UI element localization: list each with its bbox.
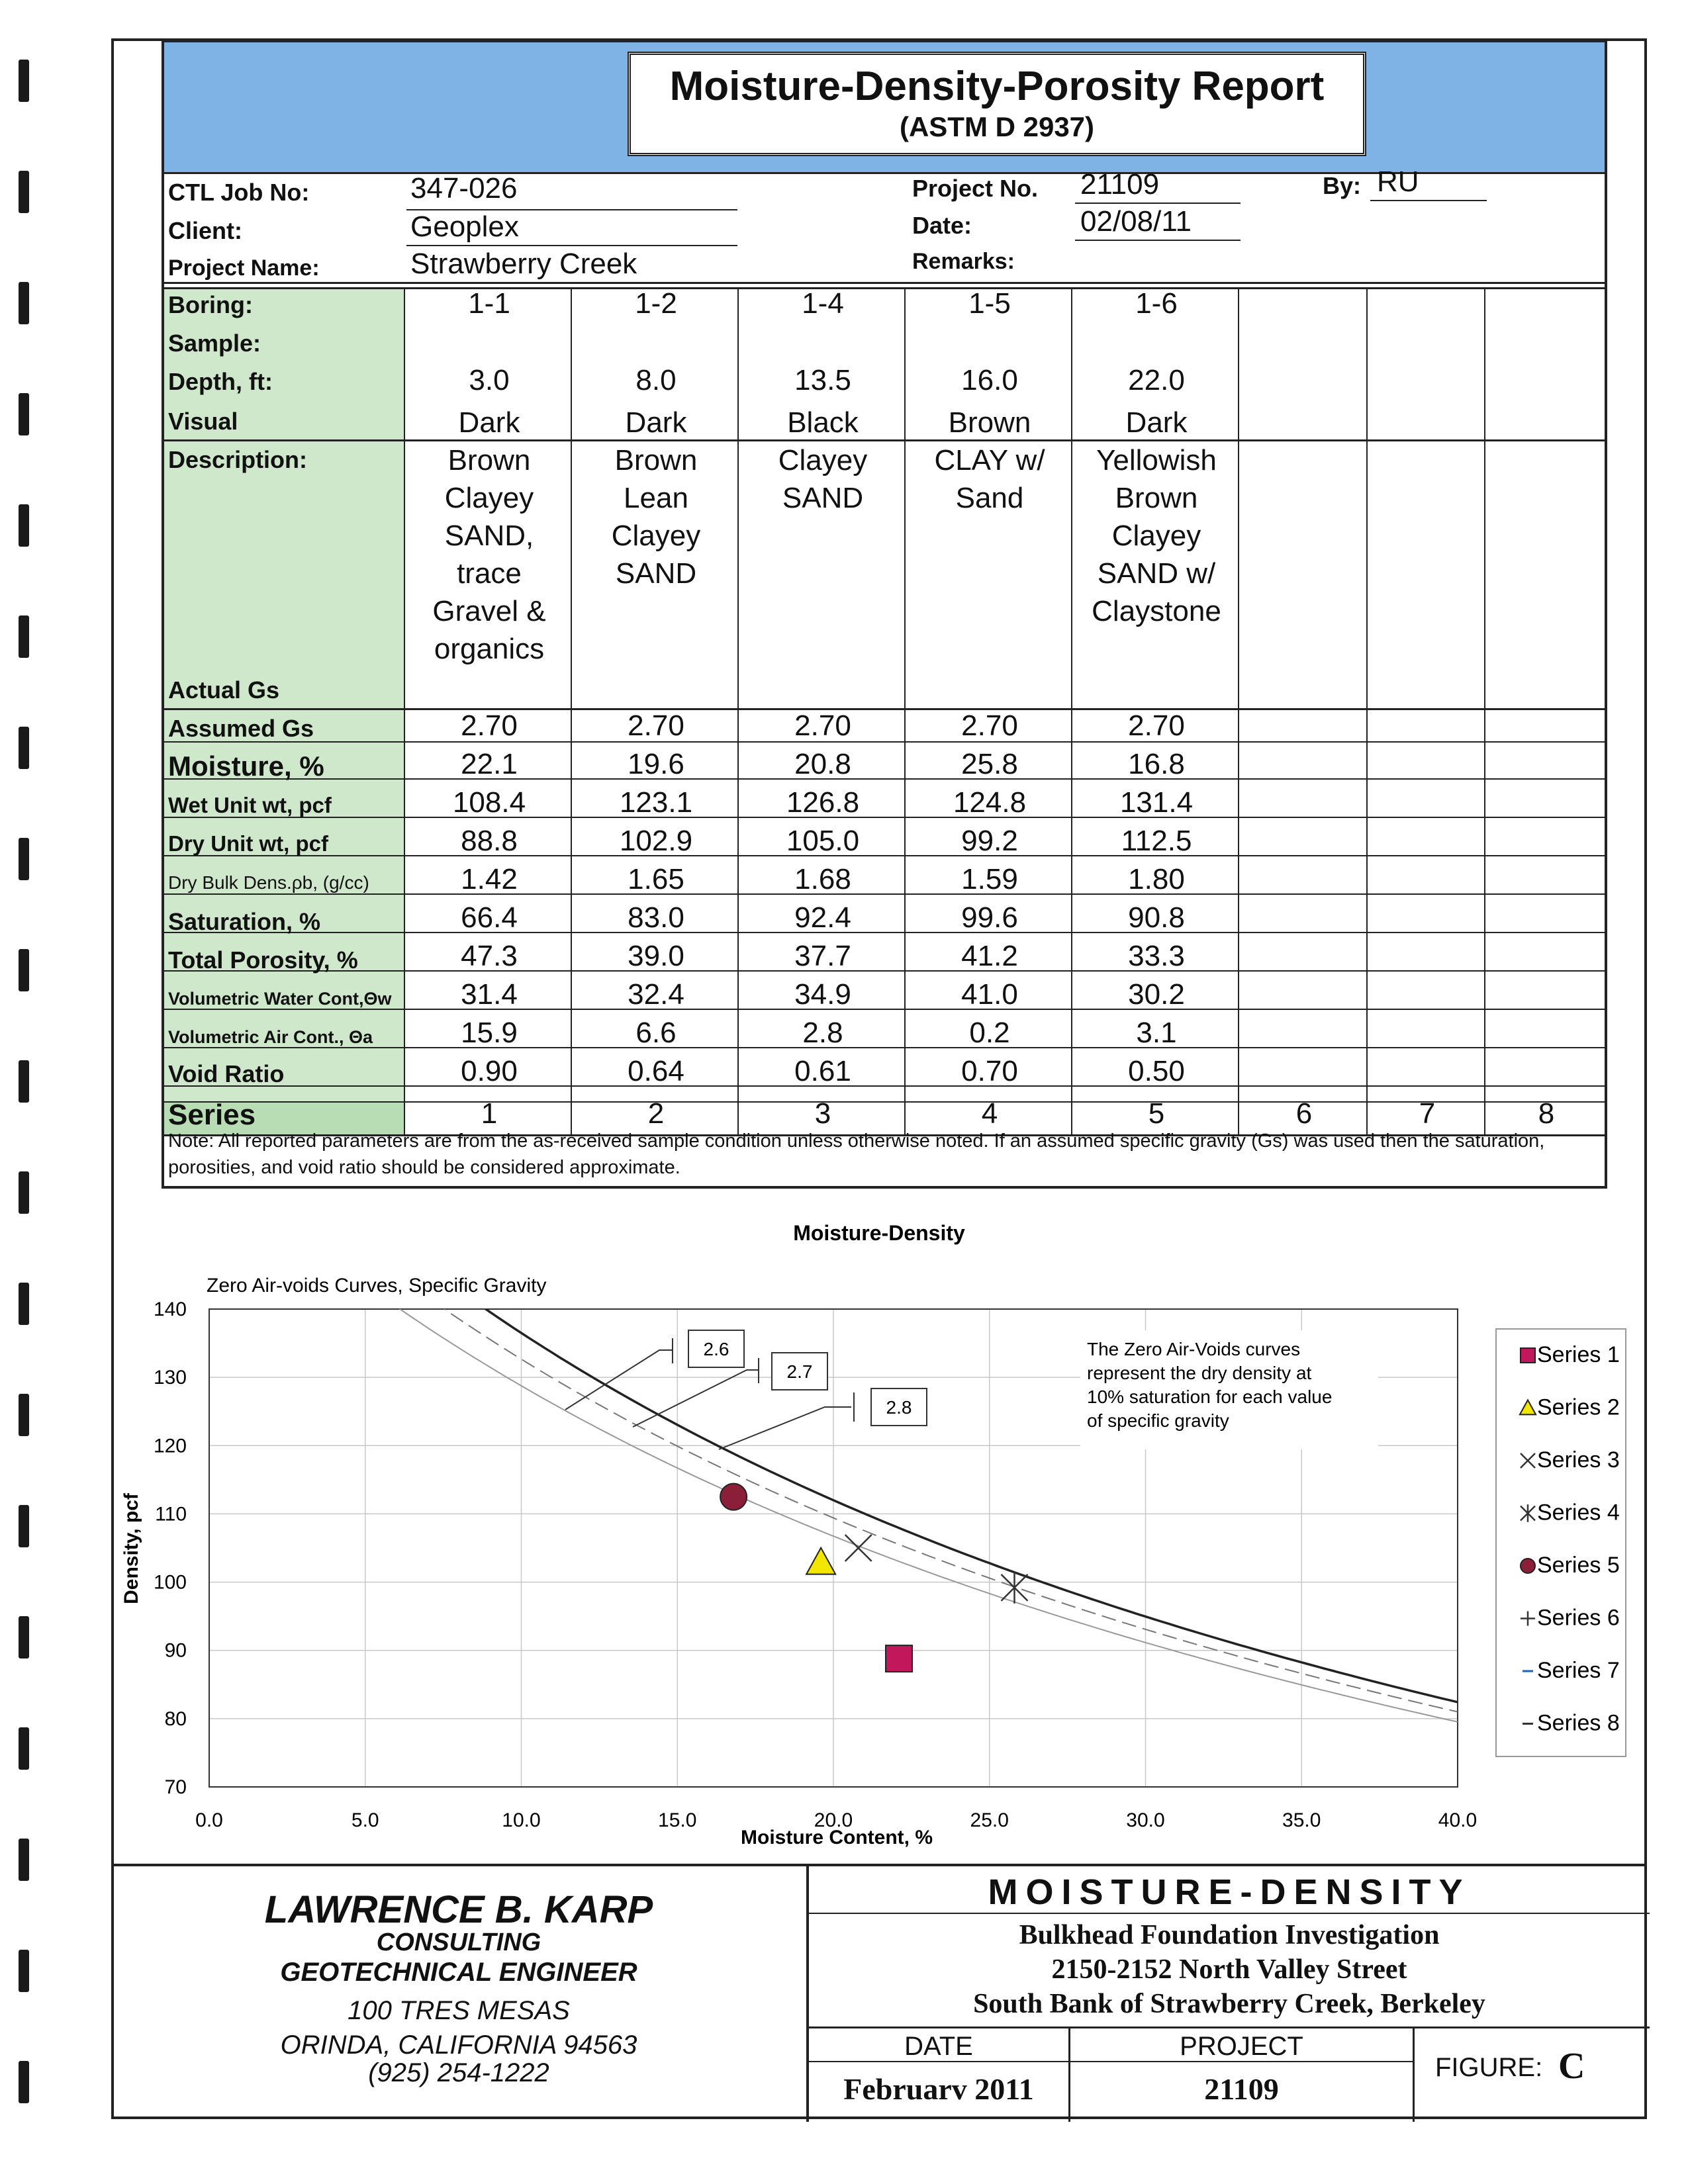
void-cell: 0.61 [794,1055,851,1087]
assumed-gs-cell: 2.70 [461,709,518,742]
row-label-depth: Depth, ft: [168,368,273,395]
series-cell-7: 7 [1419,1097,1436,1130]
row-label-description: Description: [168,446,308,473]
company-address2: ORINDA, CALIFORNIA 94563 [280,2030,637,2060]
project-line-3: South Bank of Strawberry Creek, Berkeley [973,1989,1485,2019]
project-block [806,1866,1650,2122]
assumed-gs-cell: 2.70 [1128,709,1185,742]
company-role: GEOTECHNICAL ENGINEER [280,1958,637,1987]
moisture-cell: 16.8 [1128,748,1185,780]
y-tick-label: 130 [153,1367,187,1389]
moisture-cell: 19.6 [628,748,684,780]
curve-label-2-6: 2.6 [703,1339,729,1359]
vwc-cell: 31.4 [461,978,518,1011]
row-label-vac: Volumetric Air Cont., Θa [168,1027,373,1047]
dry-cell: 105.0 [786,825,860,857]
project-no-label: Project No. [912,175,1039,202]
by-label: By: [1323,172,1362,199]
client-value: Geoplex [410,210,519,243]
dry-cell: 88.8 [461,825,518,857]
vwc-cell: 32.4 [628,978,684,1011]
moisture-cell: 20.8 [794,748,851,780]
legend-marker-series-5 [1521,1559,1535,1573]
depth-cell: 3.0 [469,364,510,396]
row-label-void: Void Ratio [168,1060,285,1087]
project-box-value: 21109 [1204,2072,1279,2106]
void-cell: 0.90 [461,1055,518,1087]
bulk-cell: 1.42 [461,863,518,895]
y-tick-label: 90 [164,1639,187,1662]
moisture-cell: 25.8 [961,748,1018,780]
series-cell: 5 [1148,1097,1165,1130]
boring-cell: 1-1 [468,287,510,320]
title-block [111,1864,1647,2122]
porosity-cell: 47.3 [461,940,518,972]
report-title: Moisture-Density-Porosity Report [669,64,1325,109]
legend-label-series-8: Series 8 [1537,1710,1620,1736]
assumed-gs-cell: 2.70 [628,709,684,742]
moisture-cell: 22.1 [461,748,518,780]
x-axis-label: Moisture Content, % [741,1827,933,1848]
remarks-label: Remarks: [912,249,1015,274]
wet-cell: 124.8 [953,786,1027,819]
series-cell: 4 [981,1097,998,1130]
bulk-cell: 1.68 [794,863,851,895]
date-box-label: DATE [904,2032,973,2061]
series-cell: 2 [647,1097,665,1130]
description-cell: Brown CLAY w/ Sand [934,406,1045,514]
company-name: LAWRENCE B. KARP [264,1888,653,1931]
assumed-gs-cell: 2.70 [794,709,851,742]
project-name-value: Strawberry Creek [410,248,637,280]
legend-label-series-1: Series 1 [1537,1342,1620,1367]
assumed-gs-cell: 2.70 [961,709,1018,742]
row-label-boring: Boring: [168,291,253,318]
block-heading: MOISTURE-DENSITY [988,1872,1471,1912]
void-cell: 0.64 [628,1055,684,1087]
vwc-cell: 30.2 [1128,978,1185,1011]
row-label-series: Series [168,1099,256,1131]
saturation-cell: 90.8 [1128,901,1185,934]
data-point-series-2 [806,1548,835,1574]
void-cell: 0.50 [1128,1055,1185,1087]
row-label-sample: Sample: [168,330,261,357]
depth-cell: 8.0 [635,364,677,396]
row-label-saturation: Saturation, % [168,908,321,935]
company-consulting: CONSULTING [376,1929,541,1956]
date-value: 02/08/11 [1080,205,1192,238]
depth-cell: 13.5 [794,364,851,396]
vwc-cell: 34.9 [794,978,851,1011]
x-tick-label: 20.0 [814,1809,853,1831]
vac-cell: 0.2 [969,1017,1010,1049]
depth-cell: 22.0 [1128,364,1185,396]
project-line-1: Bulkhead Foundation Investigation [1019,1920,1440,1950]
row-label-bulk: Dry Bulk Dens.ρb, (g/cc) [168,872,369,893]
curve-callouts [565,1330,927,1449]
porosity-cell: 39.0 [628,940,684,972]
chart-annotation: The Zero Air-Voids curves represent the dry density at 10% saturation for each value of specific gravity [1087,1339,1333,1431]
project-name-label: Project Name: [168,255,320,281]
bulk-cell: 1.80 [1128,863,1185,895]
boring-cell: 1-4 [802,287,844,320]
series-cell-6: 6 [1295,1097,1313,1130]
curve-label-2-8: 2.8 [886,1397,912,1418]
x-tick-label: 40.0 [1438,1809,1477,1831]
wet-cell: 108.4 [452,786,526,819]
zav-curve-2.7 [365,1251,1458,1712]
porosity-cell: 33.3 [1128,940,1185,972]
row-label-porosity: Total Porosity, % [168,946,358,974]
row-label-moisture: Moisture, % [168,751,324,782]
row-label-vwc: Volumetric Water Cont,Θw [168,989,392,1009]
by-value: RU [1377,165,1419,198]
report-subtitle: (ASTM D 2937) [899,111,1095,142]
data-point-series-5 [720,1484,747,1510]
x-tick-label: 10.0 [502,1809,541,1831]
x-tick-label: 30.0 [1126,1809,1165,1831]
chart-title: Moisture-Density [793,1221,965,1245]
description-cell: Dark Brown Lean Clayey SAND [611,406,701,590]
legend-box [1496,1329,1626,1756]
ctl-job-value: 347-026 [410,172,518,205]
vac-cell: 3.1 [1136,1017,1177,1049]
vac-cell: 2.8 [802,1017,843,1049]
row-label-visual: Visual [168,408,238,435]
vwc-cell: 41.0 [961,978,1018,1011]
description-cell: Black Clayey SAND [778,406,868,514]
saturation-cell: 99.6 [961,901,1018,934]
vac-cell: 6.6 [635,1017,677,1049]
saturation-cell: 92.4 [794,901,851,934]
legend-label-series-2: Series 2 [1537,1394,1620,1420]
x-tick-label: 15.0 [658,1809,697,1831]
project-box-label: PROJECT [1180,2032,1303,2061]
y-tick-label: 120 [153,1435,187,1457]
y-axis-label: Density, pcf [120,1493,142,1604]
row-label-actual-gs: Actual Gs [168,676,280,704]
series-cell-8: 8 [1538,1097,1555,1130]
description-cell: Dark Yellowish Brown Clayey SAND w/ Claystone [1092,406,1221,627]
legend-marker-series-1 [1521,1348,1535,1363]
legend-label-series-4: Series 4 [1537,1500,1620,1525]
void-cell: 0.70 [961,1055,1018,1087]
wet-cell: 126.8 [786,786,860,819]
client-label: Client: [168,217,242,244]
project-line-2: 2150-2152 North Valley Street [1051,1954,1407,1985]
porosity-cell: 41.2 [961,940,1018,972]
boring-cell: 1-2 [635,287,677,320]
x-tick-label: 35.0 [1282,1809,1321,1831]
y-tick-label: 110 [155,1503,187,1525]
wet-cell: 131.4 [1119,786,1194,819]
row-label-assumed-gs: Assumed Gs [168,715,314,742]
dry-cell: 102.9 [619,825,693,857]
x-tick-label: 5.0 [351,1809,379,1831]
y-tick-label: 80 [164,1707,187,1730]
y-tick-labels [154,1298,187,1798]
row-label-dry: Dry Unit wt, pcf [168,831,329,856]
data-points [720,1484,1027,1672]
y-tick-label: 100 [153,1571,187,1594]
company-phone: (925) 254-1222 [368,2058,549,2087]
dry-cell: 112.5 [1121,825,1192,857]
description-cell: Dark Brown Clayey SAND, trace Gravel & organics [432,406,546,665]
legend-label-series-6: Series 6 [1537,1605,1620,1631]
bulk-cell: 1.65 [628,863,684,895]
legend-label-series-3: Series 3 [1537,1447,1620,1473]
legend-label-series-5: Series 5 [1537,1553,1620,1578]
dry-cell: 99.2 [961,825,1018,857]
chart-subtitle: Zero Air-voids Curves, Specific Gravity [207,1275,547,1297]
boring-cell: 1-5 [968,287,1011,320]
series-cell: 3 [814,1097,831,1130]
company-block [111,1866,806,2122]
curve-label-2-7: 2.7 [786,1361,813,1382]
saturation-cell: 83.0 [628,901,684,934]
depth-cell: 16.0 [961,364,1018,396]
bulk-cell: 1.59 [961,863,1018,895]
legend-label-series-7: Series 7 [1537,1658,1620,1683]
saturation-cell: 66.4 [461,901,518,934]
project-no-value: 21109 [1080,168,1160,201]
row-label-wet: Wet Unit wt, pcf [168,793,332,817]
x-tick-label: 25.0 [970,1809,1009,1831]
date-label: Date: [912,212,972,239]
data-point-series-3 [845,1535,872,1561]
data-point-series-1 [886,1645,912,1672]
date-box-value: Februarv 2011 [843,2072,1034,2106]
figure-label: FIGURE: [1435,2053,1543,2082]
y-tick-label: 70 [164,1776,187,1798]
wet-cell: 123.1 [619,786,693,819]
x-tick-label: 0.0 [195,1809,223,1831]
figure-value: C [1558,2046,1585,2087]
boring-cell: 1-6 [1135,287,1178,320]
ctl-job-label: CTL Job No: [168,179,310,206]
table-note: Note: All reported parameters are from the as-received sample condition unless otherwise noted. If an assumed specific gravity (Gs) was used then the saturation, porosities, and void ratio should be considered approximate. [168,1130,1545,1178]
y-tick-label: 140 [153,1298,187,1320]
porosity-cell: 37.7 [794,940,851,972]
series-cell: 1 [481,1097,498,1130]
vac-cell: 15.9 [461,1017,518,1049]
company-address1: 100 TRES MESAS [348,1996,570,2025]
